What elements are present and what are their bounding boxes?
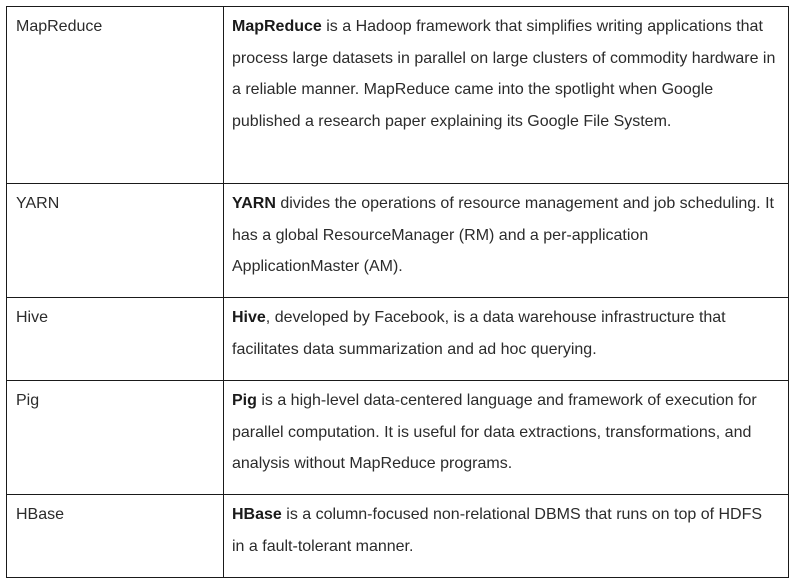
table-row [7, 381, 789, 495]
component-name-cell: YARN [7, 184, 224, 298]
table-row [7, 495, 789, 578]
component-description-text: is a high-level data-centered language and framework of execution for parallel computation. It is useful for data extractions, transformations, and analysis without MapReduce programs. [232, 392, 757, 472]
component-description-cell [224, 7, 789, 184]
table-row [7, 298, 789, 381]
component-name-bold: YARN [232, 195, 276, 212]
component-description-text: is a Hadoop framework that simplifies writing applications that process large datasets in parallel on large clusters of commodity hardware in a reliable manner. MapReduce came into the spotlight when Google published a research paper explaining its Google File System. [232, 18, 776, 130]
component-description-text: divides the operations of resource management and job scheduling. It has a global ResourceManager (RM) and a per-application ApplicationMaster (AM). [232, 195, 774, 275]
component-name-bold: HBase [232, 506, 282, 523]
component-description-text: is a column-focused non-relational DBMS that runs on top of HDFS in a fault-tolerant manner. [232, 506, 763, 555]
table-row [7, 184, 789, 298]
component-description-cell [224, 381, 789, 495]
component-name-cell: HBase [7, 495, 224, 578]
component-description-text: , developed by Facebook, is a data warehouse infrastructure that facilitates data summarization and ad hoc querying. [232, 309, 726, 358]
component-name-cell: Pig [7, 381, 224, 495]
component-name-bold: MapReduce [232, 18, 322, 35]
component-name-bold: Pig [232, 392, 257, 409]
component-description-cell [224, 495, 789, 578]
table-row [7, 7, 789, 184]
hadoop-components-table [6, 6, 789, 578]
component-name-cell: MapReduce [7, 7, 224, 184]
component-name-bold: Hive [232, 309, 266, 326]
component-description-cell [224, 298, 789, 381]
component-description-cell [224, 184, 789, 298]
component-name-cell: Hive [7, 298, 224, 381]
